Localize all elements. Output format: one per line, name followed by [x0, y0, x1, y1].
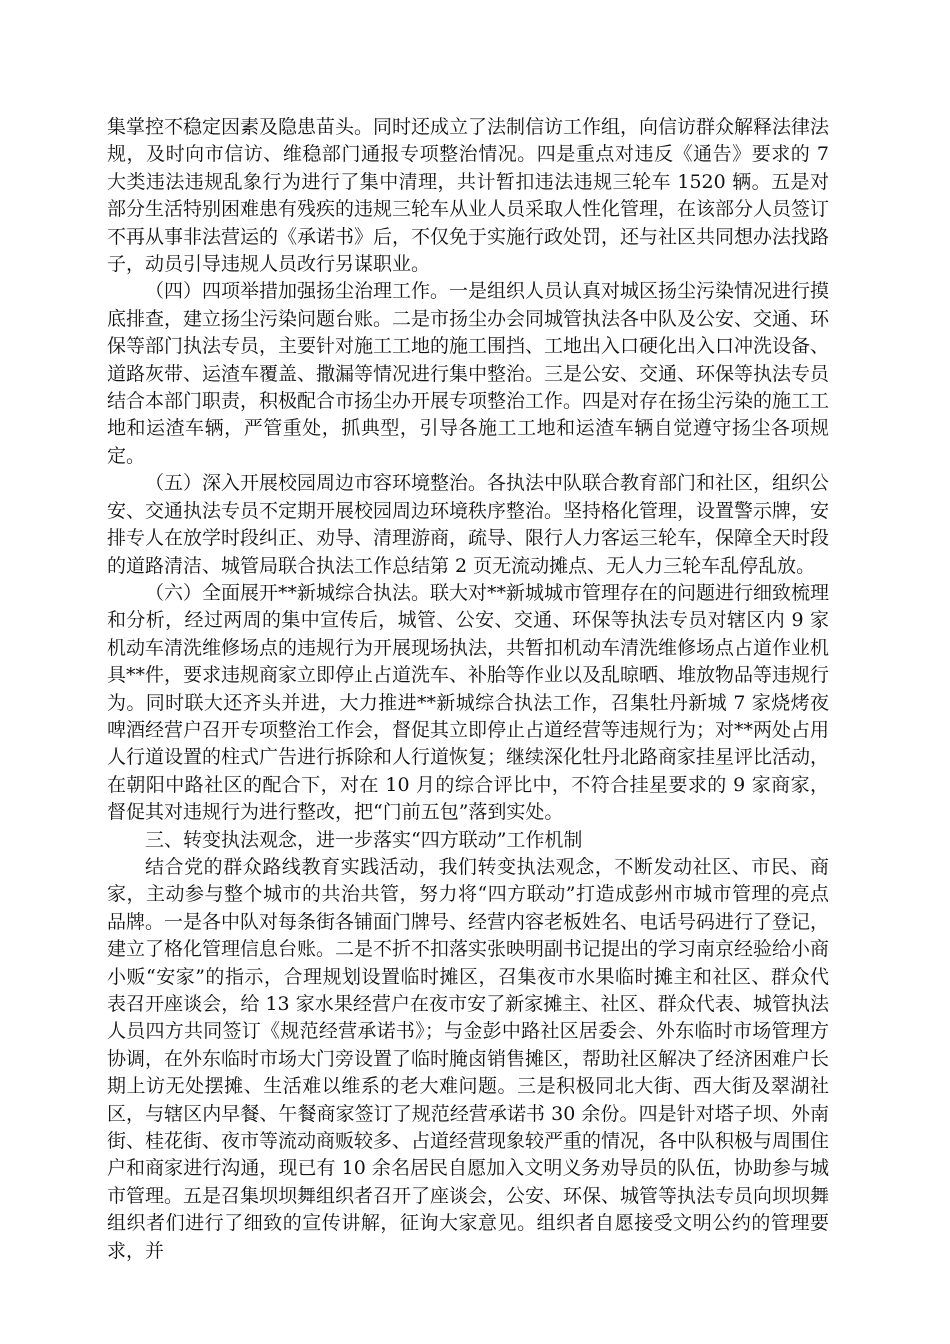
paragraph-dust-control: （四）四项举措加强扬尘治理工作。一是组织人员认真对城区扬尘污染情况进行摸底排查，建立扬尘污染问题台账。二是市扬尘办会同城管执法各中队及公安、交通、环保等部门执法专员，主要针对施工工地的施工围挡、工地出入口硬化出入口冲洗设备、道路灰带、运渣车覆盖、撒漏等情况进行集中整治。三是公安、交通、环保等执法专员结合本部门职责，积极配合市扬尘办开展专项整治工作。四是对存在扬尘污染的施工工地和运渣车辆，严管重处，抓典型，引导各施工工地和运渣车辆自觉遵守扬尘各项规定。 [107, 280, 830, 467]
section-heading-four-party-linkage: 三、转变执法观念，进一步落实“四方联动”工作机制 [145, 828, 583, 851]
paragraph-campus-environment: （五）深入开展校园周边市容环境整治。各执法中队联合教育部门和社区，组织公安、交通执法专员不定期开展校园周边环境秩序整治。坚持格化管理，设置警示牌，安排专人在放学时段纠正、劝导、清理游商，疏导、限行人力客运三轮车，保障全天时段的道路清洁、城管局联合执法工作总结第 2 页无流动摊点、无人力三轮车乱停乱放。 [107, 472, 830, 577]
paragraph-new-city-enforcement: （六）全面展开**新城综合执法。联大对**新城城市管理存在的问题进行细致梳理和分析，经过两周的集中宣传后，城管、公安、交通、环保等执法专员对辖区内 9 家机动车清洗维修场点的违规行为开展现场执法，共暂扣机动车清洗维修场点占道作业机具**件，要求违规商家立即停止占道洗车、补胎等作业以及乱晾晒、堆放物品等违规行为。同时联大还齐头并进，大力推进**新城综合执法工作，召集牡丹新城 7 家烧烤夜啤酒经营户召开专项整治工作会，督促其立即停止占道经营等违规行为；对**两处占用人行道设置的柱式广告进行拆除和人行道恢复；继续深化牡丹北路商家挂星评比活动，在朝阳中路社区的配合下，对在 10 月的综合评比中，不符合挂星要求的 9 家商家，督促其对违规行为进行整改，把“门前五包”落到实处。 [107, 581, 830, 824]
paragraph-four-party-linkage: 结合党的群众路线教育实践活动，我们转变执法观念，不断发动社区、市民、商家，主动参与整个城市的共治共管，努力将“四方联动”打造成彭州市城市管理的亮点品牌。一是各中队对每条街各铺面门牌号、经营内容老板姓名、电话号码进行了登记，建立了格化管理信息台账。二是不折不扣落实张映明副书记提出的学习南京经验给小商小贩“安家”的指示，合理规划设置临时摊区，召集夜市水果临时摊主和社区、群众代表召开座谈会，给 13 家水果经营户在夜市安了新家摊主、社区、群众代表、城管执法人员四方共同签订《规范经营承诺书》；与金彭中路社区居委会、外东临时市场管理方协调，在外东临时市场大门旁设置了临时腌卤销售摊区，帮助社区解决了经济困难户长期上访无处摆摊、生活难以维系的老大难问题。三是积极同北大街、西大街及翠湖社区，与辖区内早餐、午餐商家签订了规范经营承诺书 30 余份。四是针对塔子坝、外南街、桂花街、夜市等流动商贩较多、占道经营现象较严重的情况，各中队积极与周围住户和商家进行沟通，现已有 10 余名居民自愿加入文明义务劝导员的队伍，协助参与城市管理。五是召集坝坝舞组织者召开了座谈会，公安、环保、城管等执法专员向坝坝舞组织者们进行了细致的宣传讲解，征询大家意见。组织者自愿接受文明公约的管理要求，并 [107, 855, 830, 1262]
paragraph-continuation: 集掌控不稳定因素及隐患苗头。同时还成立了法制信访工作组，向信访群众解释法律法规，及时向市信访、维稳部门通报专项整治情况。四是重点对违反《通告》要求的 7 大类违法违规乱象行为进行了集中清理，共计暂扣违法违规三轮车 1520 辆。五是对部分生活特别困难患有残疾的违规三轮车从业人员采取人性化管理，在该部分人员签订不再从事非法营运的《承诺书》后，不仅免于实施行政处罚，还与社区共同想办法找路子，动员引导违规人员改行另谋职业。 [107, 116, 830, 276]
document-body [107, 114, 829, 1265]
